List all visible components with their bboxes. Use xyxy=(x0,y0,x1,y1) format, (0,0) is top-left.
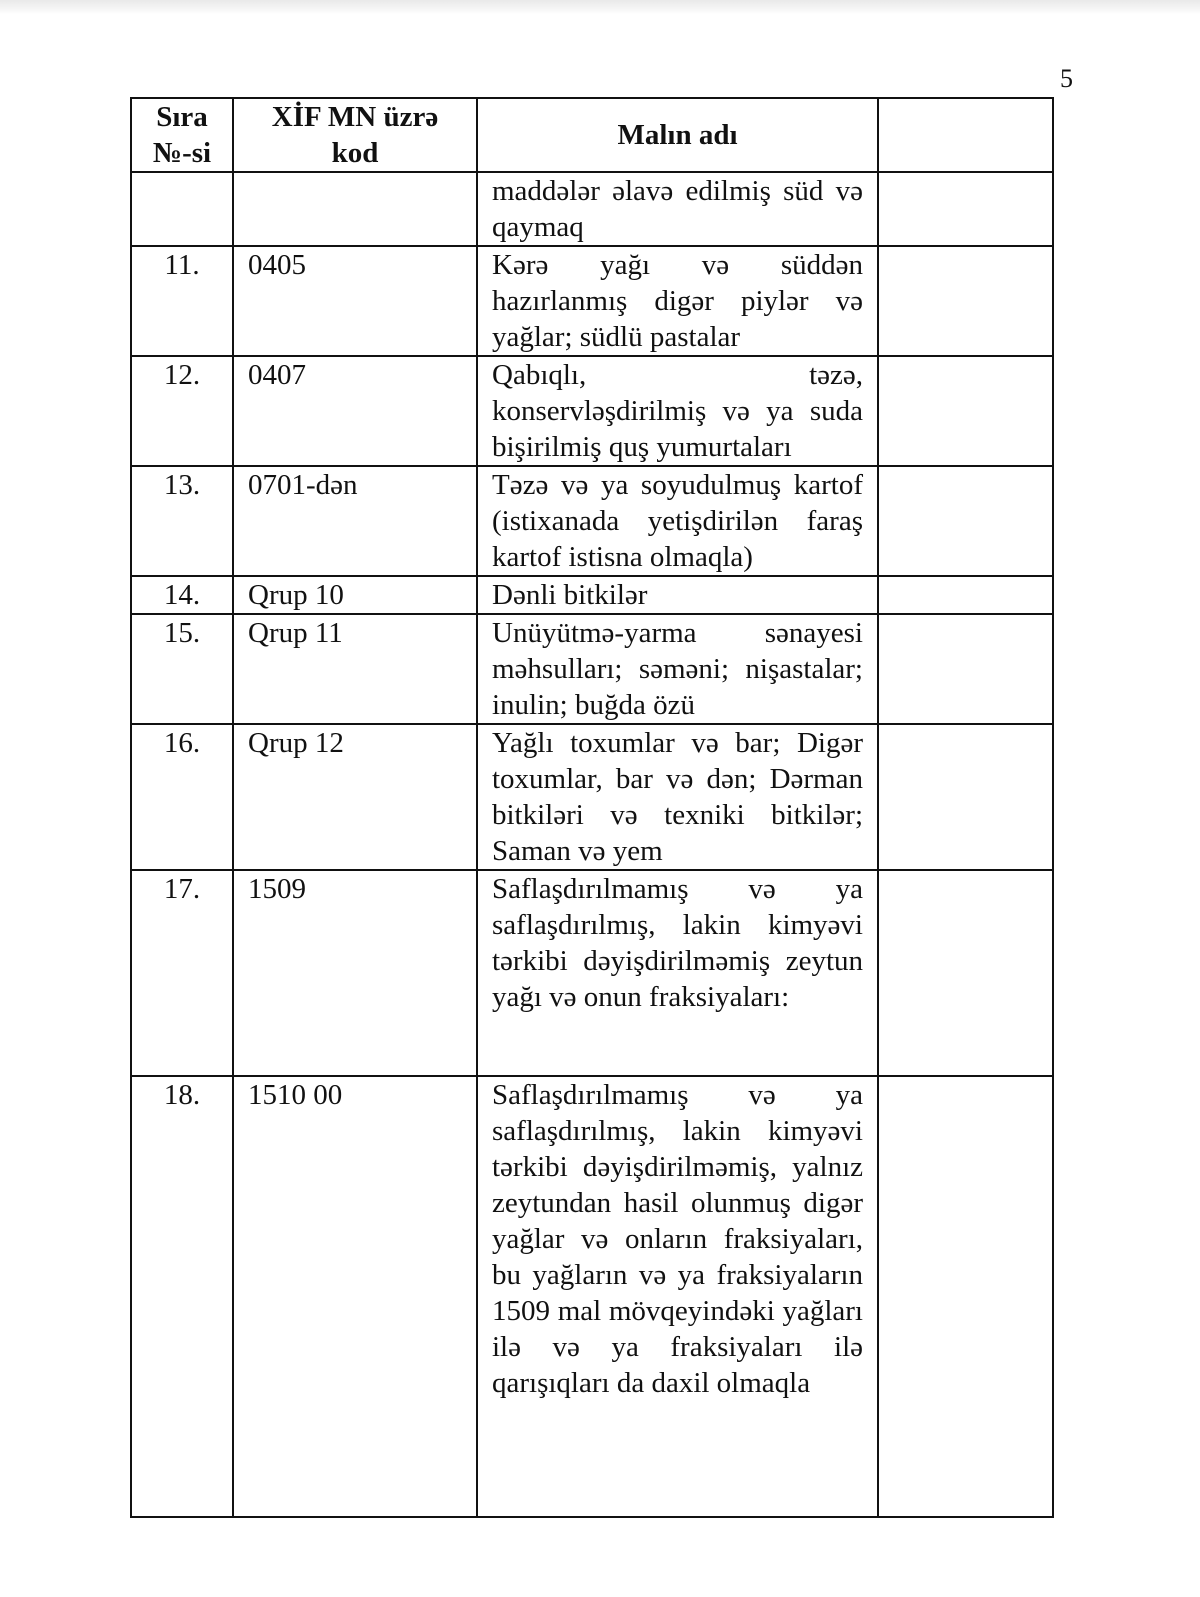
table-row xyxy=(131,246,1053,356)
table-row xyxy=(131,614,1053,724)
row-extra xyxy=(878,1076,1053,1517)
header-code-line1: XİF MN üzrə xyxy=(271,101,439,133)
row-number: 13. xyxy=(131,466,233,576)
header-row-number-line1: Sıra xyxy=(156,101,208,133)
row-extra xyxy=(878,356,1053,466)
table-header-row xyxy=(131,98,1053,172)
row-product-name: maddələr əlavə edilmiş süd və qaymaq xyxy=(477,172,878,246)
table-row xyxy=(131,576,1053,614)
row-code: 1510 00 xyxy=(233,1076,477,1517)
row-number: 11. xyxy=(131,246,233,356)
table-row xyxy=(131,1076,1053,1517)
row-number: 12. xyxy=(131,356,233,466)
row-code: Qrup 12 xyxy=(233,724,477,870)
row-code xyxy=(233,172,477,246)
row-product-name: Yağlı toxumlar və bar; Digər toxumlar, bar və dən; Dərman bitkiləri və texniki bitkilər; Saman və yem xyxy=(477,724,878,870)
row-code: 0405 xyxy=(233,246,477,356)
row-product-name: Saflaşdırılmamış və ya saflaşdırılmış, lakin kimyəvi tərkibi dəyişdirilməmiş, yalnız zeytundan hasil olunmuş digər yağlar və onların fraksiyaları, bu yağların və ya fraksiyaların 1509 mal mövqeyindəki yağları ilə və ya fraksiyaları ilə qarışıqları da daxil olmaqla xyxy=(477,1076,878,1517)
row-extra xyxy=(878,466,1053,576)
header-code xyxy=(233,98,477,172)
row-code: Qrup 11 xyxy=(233,614,477,724)
header-row-number xyxy=(131,98,233,172)
row-product-name: Təzə və ya soyudulmuş kartof (istixanada yetişdirilən faraş kartof istisna olmaqla) xyxy=(477,466,878,576)
row-product-name: Saflaşdırılmamış və ya saflaşdırılmış, lakin kimyəvi tərkibi dəyişdirilməmiş zeytun yağı və onun fraksiyaları: xyxy=(477,870,878,1076)
table-row xyxy=(131,356,1053,466)
row-number: 17. xyxy=(131,870,233,1076)
table-row xyxy=(131,466,1053,576)
row-product-name: Dənli bitkilər xyxy=(477,576,878,614)
row-extra xyxy=(878,870,1053,1076)
header-row-number-line2: №-si xyxy=(152,137,212,169)
row-number: 14. xyxy=(131,576,233,614)
row-extra xyxy=(878,172,1053,246)
row-product-name: Kərə yağı və süddən hazırlanmış digər piylər və yağlar; südlü pastalar xyxy=(477,246,878,356)
row-number: 15. xyxy=(131,614,233,724)
row-code: 0407 xyxy=(233,356,477,466)
row-extra xyxy=(878,724,1053,870)
row-product-name: Unüyütmə-yarma sənayesi məhsulları; səməni; nişastalar; inulin; buğda özü xyxy=(477,614,878,724)
header-extra xyxy=(878,98,1053,172)
table-row xyxy=(131,724,1053,870)
table-row xyxy=(131,870,1053,1076)
row-extra xyxy=(878,576,1053,614)
row-code: Qrup 10 xyxy=(233,576,477,614)
row-code: 1509 xyxy=(233,870,477,1076)
row-extra xyxy=(878,614,1053,724)
header-product-name: Malın adı xyxy=(477,98,878,172)
row-number: 18. xyxy=(131,1076,233,1517)
row-product-name: Qabıqlı, təzə, konservləşdirilmiş və ya suda bişirilmiş quş yumurtaları xyxy=(477,356,878,466)
page-number: 5 xyxy=(1060,64,1073,93)
viewer-top-strip xyxy=(0,0,1200,14)
header-code-line2: kod xyxy=(331,137,379,169)
row-extra xyxy=(878,246,1053,356)
row-code: 0701-dən xyxy=(233,466,477,576)
table-row xyxy=(131,172,1053,246)
row-number xyxy=(131,172,233,246)
row-number: 16. xyxy=(131,724,233,870)
goods-table xyxy=(130,97,1054,1518)
